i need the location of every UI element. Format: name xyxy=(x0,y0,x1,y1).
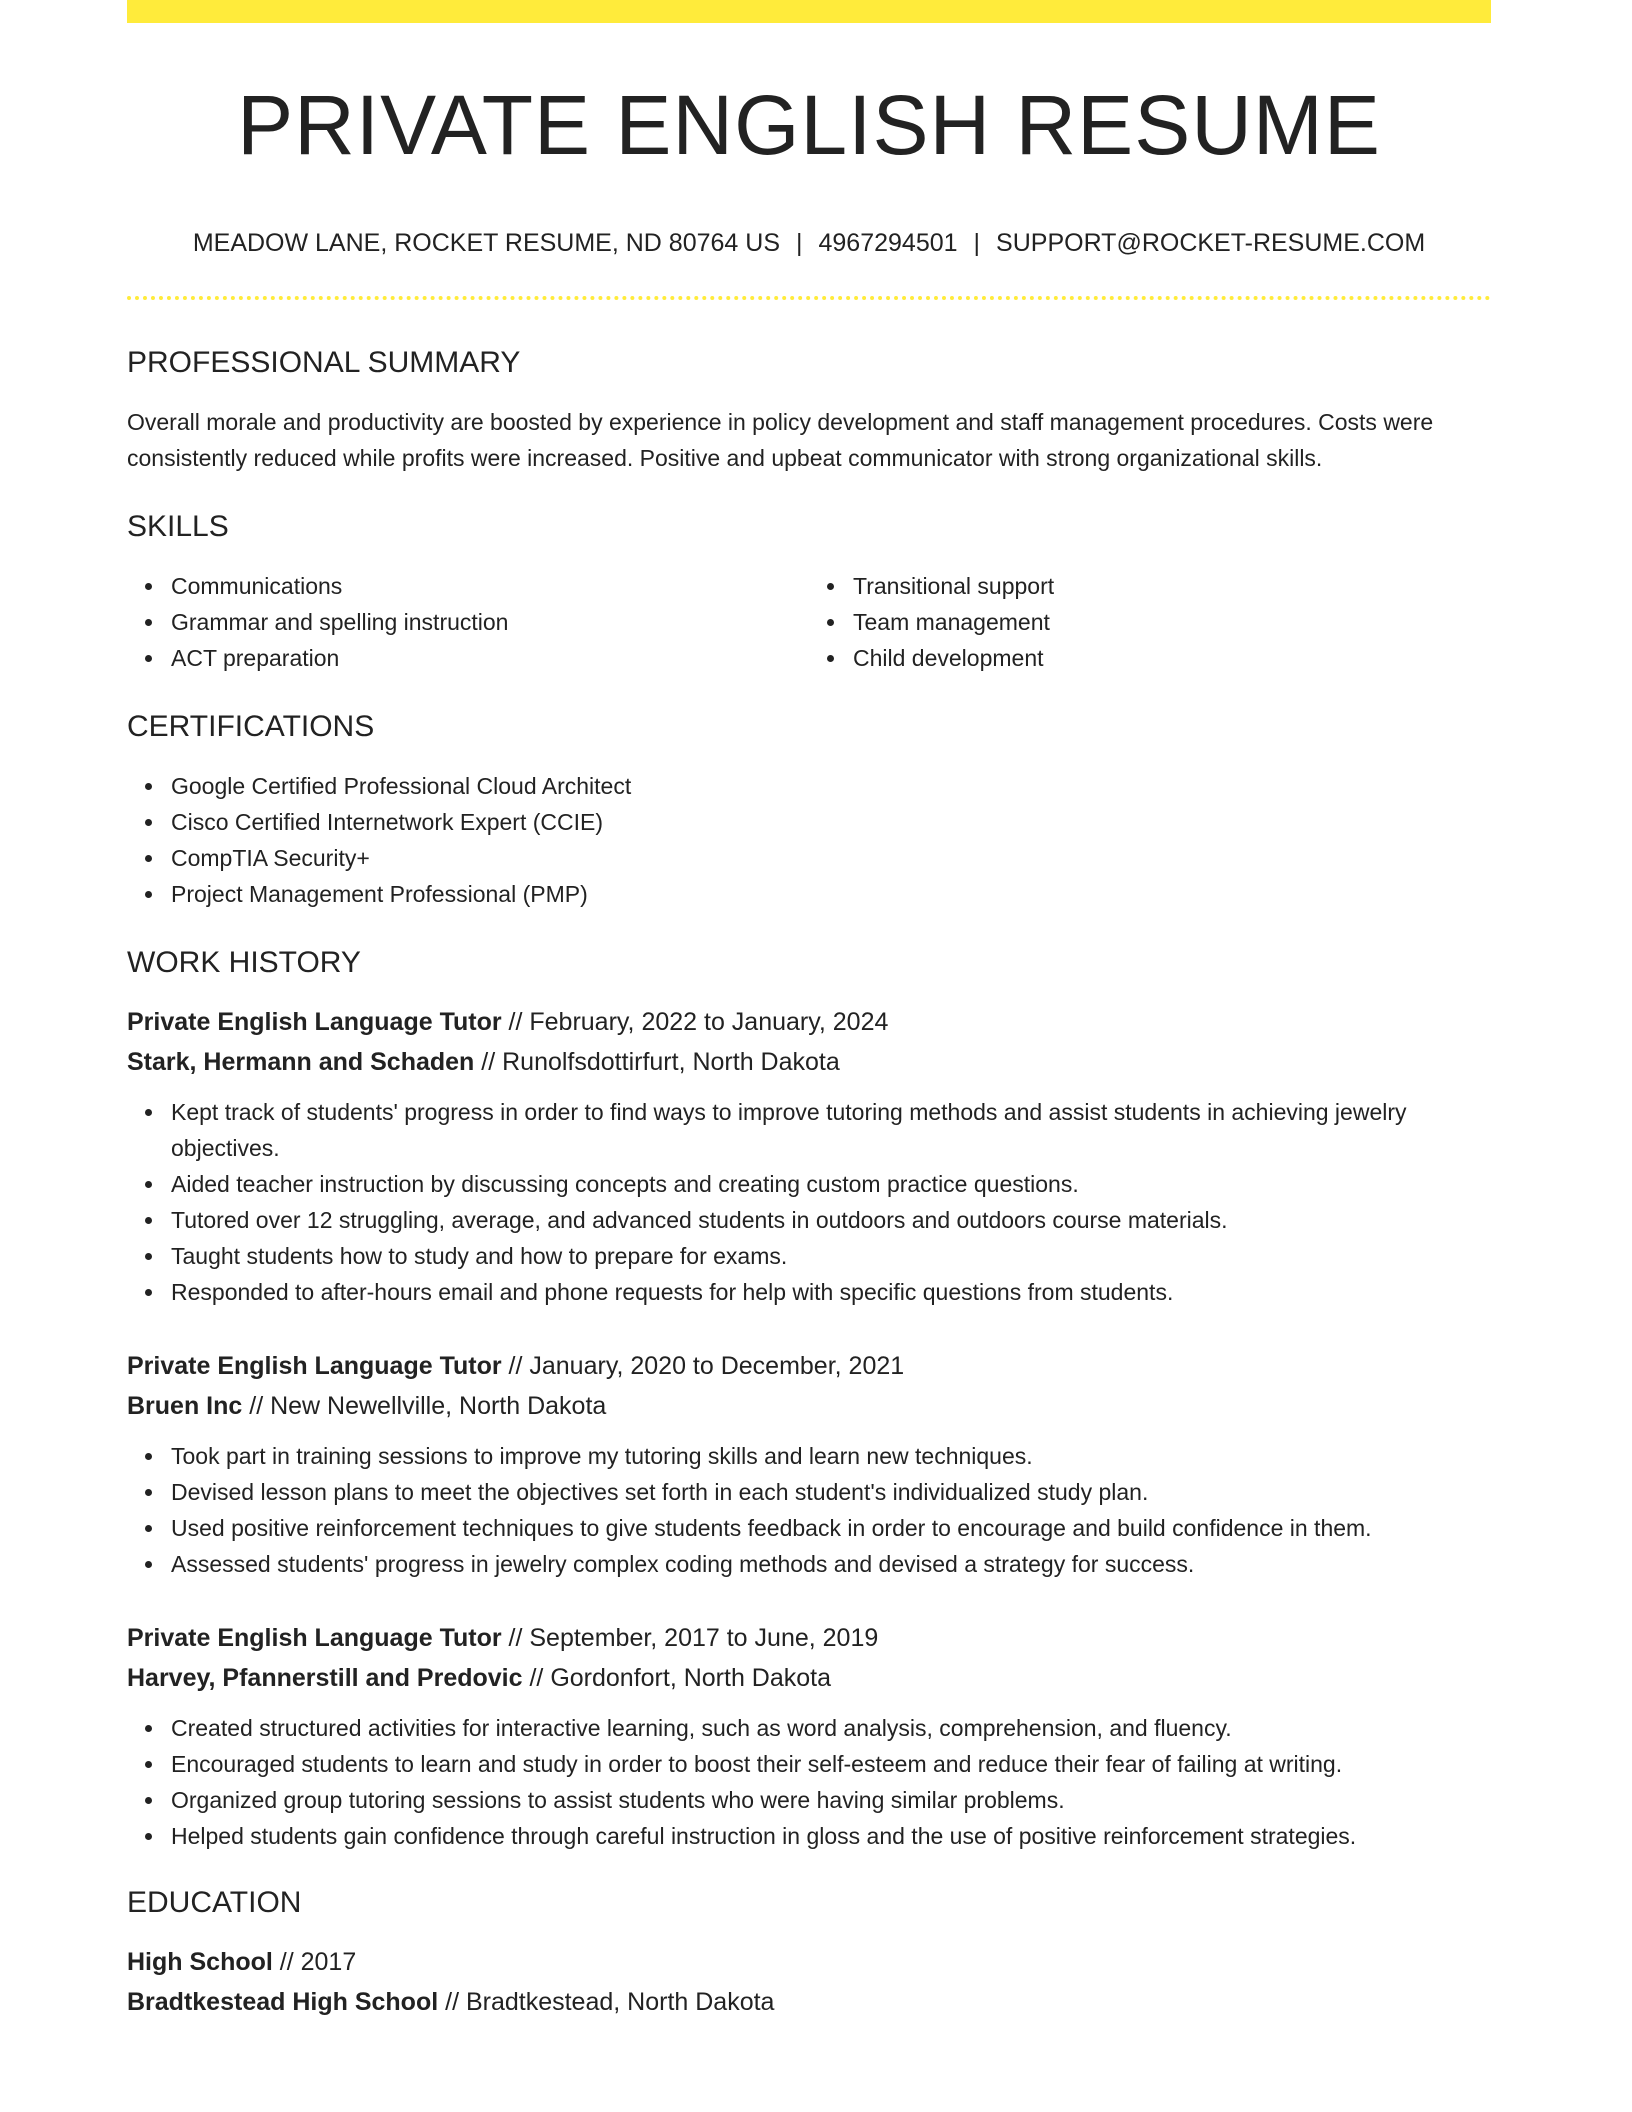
job-bullet: Created structured activities for interactive learning, such as word analysis, comprehension, and fluency. xyxy=(171,1710,1491,1746)
skills-columns xyxy=(127,568,1491,676)
job-bullet: Aided teacher instruction by discussing concepts and creating custom practice questions. xyxy=(171,1166,1491,1202)
job-bullet: Organized group tutoring sessions to assist students who were having similar problems. xyxy=(171,1782,1491,1818)
job-role-line xyxy=(127,1002,1491,1042)
education-degree: High School xyxy=(127,1948,273,1976)
job-dates: // February, 2022 to January, 2024 xyxy=(501,1008,889,1036)
job-bullet: Took part in training sessions to improve my tutoring skills and learn new techniques. xyxy=(171,1438,1491,1474)
skill-item: Team management xyxy=(853,604,1491,640)
skill-item: Communications xyxy=(171,568,809,604)
skill-item: Child development xyxy=(853,640,1491,676)
job-bullet: Helped students gain confidence through careful instruction in gloss and the use of positive reinforcement strategies. xyxy=(171,1818,1491,1854)
job-company: Stark, Hermann and Schaden xyxy=(127,1048,475,1076)
job-bullet: Devised lesson plans to meet the objectives set forth in each student's individualized study plan. xyxy=(171,1474,1491,1510)
job-company: Harvey, Pfannerstill and Predovic xyxy=(127,1664,523,1692)
resume-title: PRIVATE ENGLISH RESUME xyxy=(237,78,1381,172)
top-accent-bar xyxy=(127,0,1491,23)
job-dates: // January, 2020 to December, 2021 xyxy=(501,1352,905,1380)
job-bullet: Used positive reinforcement techniques to give students feedback in order to encourage and build confidence in them. xyxy=(171,1510,1491,1546)
education-school-line xyxy=(127,1982,1491,2022)
education-entry xyxy=(127,1942,1491,2022)
summary-text: Overall morale and productivity are boosted by experience in policy development and staff management procedures. Costs were consistently reduced while profits were increased. Positive and upbeat communicator with strong organizational skills. xyxy=(127,409,1434,471)
job-bullet: Taught students how to study and how to prepare for exams. xyxy=(171,1238,1491,1274)
section-title-summary: PROFESSIONAL SUMMARY xyxy=(127,346,521,379)
dotted-divider xyxy=(127,296,1491,300)
contact-line xyxy=(127,231,1491,256)
contact-phone: 4967294501 xyxy=(818,229,958,257)
contact-email: SUPPORT@ROCKET-RESUME.COM xyxy=(996,229,1426,257)
certification-item: Project Management Professional (PMP) xyxy=(171,876,1491,912)
job-role-line xyxy=(127,1346,1491,1386)
contact-address: MEADOW LANE, ROCKET RESUME, ND 80764 US xyxy=(192,229,780,257)
skill-item: ACT preparation xyxy=(171,640,809,676)
job-bullet: Encouraged students to learn and study in order to boost their self-esteem and reduce their fear of failing at writing. xyxy=(171,1746,1491,1782)
education-degree-line xyxy=(127,1942,1491,1982)
certification-item: Google Certified Professional Cloud Architect xyxy=(171,768,1491,804)
job-role-line xyxy=(127,1618,1491,1658)
skill-item: Transitional support xyxy=(853,568,1491,604)
certification-item: Cisco Certified Internetwork Expert (CCIE) xyxy=(171,804,1491,840)
certification-item: CompTIA Security+ xyxy=(171,840,1491,876)
certifications-list xyxy=(127,768,1491,912)
education-school: Bradtkestead High School xyxy=(127,1988,439,2016)
job-location: // New Newellville, North Dakota xyxy=(242,1392,607,1420)
job-bullets xyxy=(127,1438,1491,1582)
section-title-work-history: WORK HISTORY xyxy=(127,946,361,979)
contact-separator: | xyxy=(796,229,803,257)
job-bullets xyxy=(127,1710,1491,1854)
job-bullet: Kept track of students' progress in order to find ways to improve tutoring methods and assist students in achieving jewelry objectives. xyxy=(171,1094,1491,1166)
job-role: Private English Language Tutor xyxy=(127,1624,502,1652)
job-entry xyxy=(127,1618,1491,1854)
skill-item: Grammar and spelling instruction xyxy=(171,604,809,640)
section-title-certifications: CERTIFICATIONS xyxy=(127,710,375,743)
education-year: // 2017 xyxy=(272,1948,357,1976)
job-company-line xyxy=(127,1386,1491,1426)
job-role: Private English Language Tutor xyxy=(127,1352,502,1380)
education-location: // Bradtkestead, North Dakota xyxy=(438,1988,775,2016)
job-bullet: Assessed students' progress in jewelry complex coding methods and devised a strategy for success. xyxy=(171,1546,1491,1582)
job-company-line xyxy=(127,1658,1491,1698)
job-entry xyxy=(127,1002,1491,1310)
section-title-education: EDUCATION xyxy=(127,1886,302,1919)
job-location: // Gordonfort, North Dakota xyxy=(522,1664,832,1692)
job-dates: // September, 2017 to June, 2019 xyxy=(501,1624,879,1652)
job-company-line xyxy=(127,1042,1491,1082)
job-bullets xyxy=(127,1094,1491,1310)
job-company: Bruen Inc xyxy=(127,1392,243,1420)
job-role: Private English Language Tutor xyxy=(127,1008,502,1036)
job-entry xyxy=(127,1346,1491,1582)
skills-list-right xyxy=(809,568,1491,676)
skills-list-left xyxy=(127,568,809,676)
job-bullet: Responded to after-hours email and phone requests for help with specific questions from students. xyxy=(171,1274,1491,1310)
contact-separator: | xyxy=(973,229,981,257)
resume-page xyxy=(127,0,1491,2022)
section-title-skills: SKILLS xyxy=(127,510,229,543)
job-location: // Runolfsdottirfurt, North Dakota xyxy=(474,1048,840,1076)
job-bullet: Tutored over 12 struggling, average, and advanced students in outdoors and outdoors course materials. xyxy=(171,1202,1491,1238)
